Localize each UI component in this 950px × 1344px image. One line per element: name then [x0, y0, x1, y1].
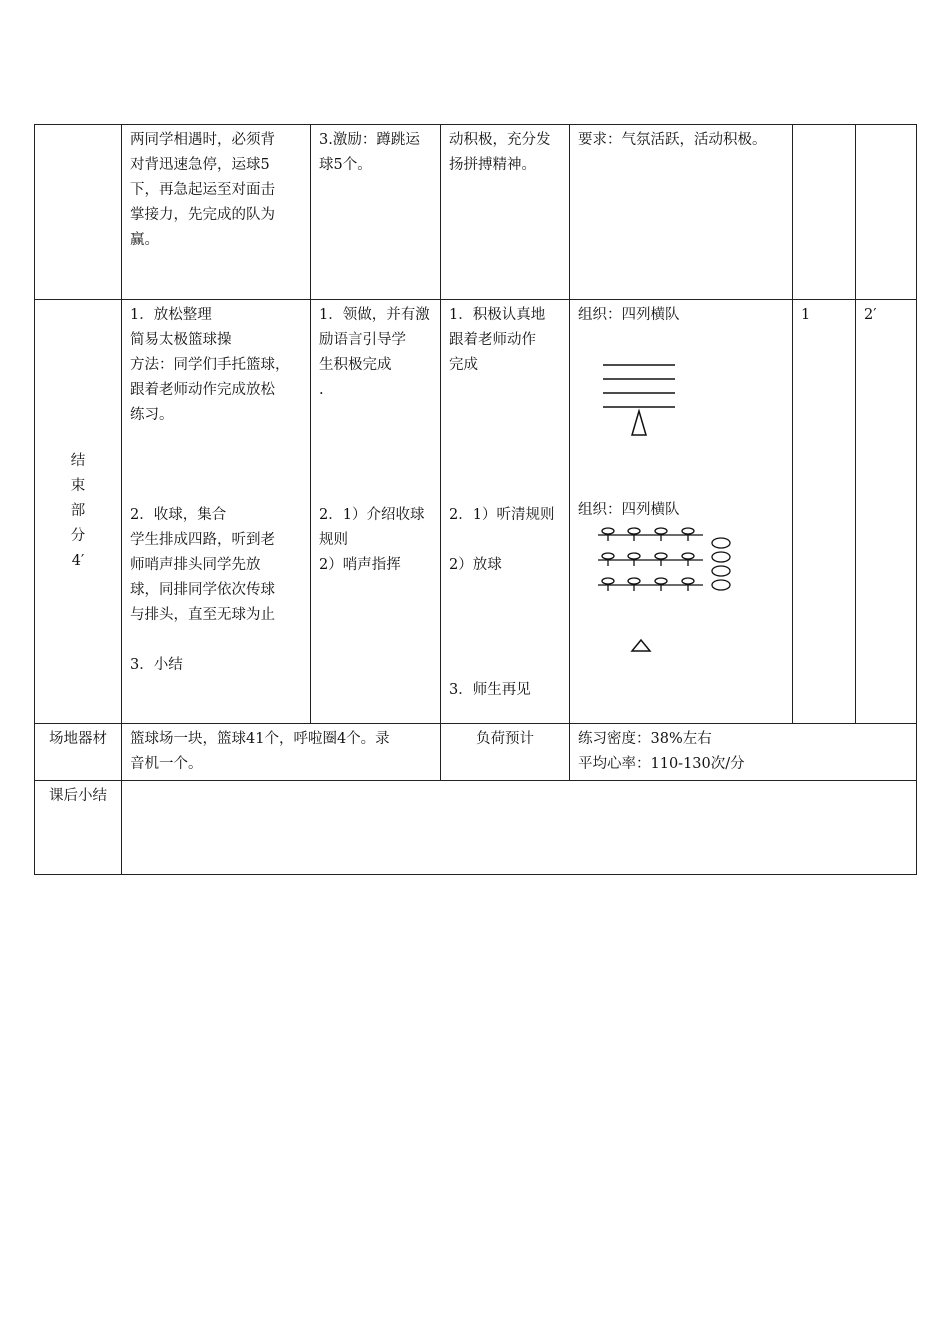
teacher-line: . — [319, 382, 324, 398]
load-line: 练习密度：38%左右 — [578, 731, 712, 747]
student-line: 动积极，充分发 — [449, 132, 551, 148]
summary-value — [122, 781, 917, 875]
content-line: 赢。 — [130, 232, 159, 248]
equipment-label: 场地器材 — [35, 724, 122, 781]
student-line: 1．积极认真地 — [449, 307, 546, 323]
teacher-line: 3.激励：蹲跳运 — [319, 132, 420, 148]
student-cell — [441, 125, 570, 300]
section-label-char: 结 — [70, 453, 86, 469]
content-line: 师哨声排头同学先放 — [130, 557, 261, 573]
duration-cell — [856, 125, 917, 300]
student-line: 2）放球 — [449, 557, 502, 573]
content-line: 练习。 — [130, 407, 174, 423]
equipment-value-cell — [122, 724, 441, 781]
organization-cell — [570, 300, 793, 724]
section-label-char: 部 — [70, 503, 86, 519]
table-row-summary — [35, 781, 917, 875]
duration-value: 2′ — [864, 307, 877, 323]
organization-cell — [570, 125, 793, 300]
lesson-plan-table — [34, 124, 917, 875]
times-cell — [793, 300, 856, 724]
organization-line: 要求：气氛活跃，活动积极。 — [578, 132, 767, 148]
student-row — [598, 528, 703, 541]
teacher-line: 生积极完成 — [319, 357, 392, 373]
student-line: 跟着老师动作 — [449, 332, 536, 348]
teacher-triangle-icon — [632, 640, 650, 651]
section-label-closing — [35, 300, 122, 724]
section-label-empty — [35, 125, 122, 300]
teacher-cell — [311, 125, 441, 300]
content-line: 3．小结 — [130, 657, 183, 673]
content-line: 球，同排同学依次传球 — [130, 582, 275, 598]
hoop-icon — [712, 566, 730, 576]
content-line: 掌接力，先完成的队为 — [130, 207, 275, 223]
teacher-line: 规则 — [319, 532, 348, 548]
hoop-icon — [712, 580, 730, 590]
hoop-icon — [712, 552, 730, 562]
table-row-closing — [35, 300, 917, 724]
hoop-icon — [712, 538, 730, 548]
load-label: 负荷预计 — [441, 724, 570, 781]
content-line: 与排头，直至无球为止 — [130, 607, 275, 623]
organization-label: 组织：四列横队 — [578, 307, 680, 323]
times-value: 1 — [801, 307, 811, 323]
times-cell — [793, 125, 856, 300]
student-row — [598, 578, 703, 591]
teacher-line: 励语言引导学 — [319, 332, 406, 348]
table-row-continued — [35, 125, 917, 300]
teacher-triangle-icon — [632, 411, 646, 435]
student-line: 3．师生再见 — [449, 682, 531, 698]
content-line: 1．放松整理 — [130, 307, 212, 323]
formation-diagram-ball-collection — [578, 523, 778, 673]
teacher-line: 1．领做，并有激 — [319, 307, 430, 323]
content-line: 跟着老师动作完成放松 — [130, 382, 275, 398]
student-line: 扬拼搏精神。 — [449, 157, 536, 173]
student-row — [598, 553, 703, 566]
equipment-line: 音机一个。 — [130, 756, 203, 772]
student-cell — [441, 300, 570, 724]
duration-cell — [856, 300, 917, 724]
formation-diagram-four-rows — [578, 328, 778, 448]
teacher-line: 球5个。 — [319, 157, 372, 173]
content-cell — [122, 300, 311, 724]
content-line: 学生排成四路，听到老 — [130, 532, 275, 548]
content-line: 简易太极篮球操 — [130, 332, 232, 348]
content-cell — [122, 125, 311, 300]
content-line: 两同学相遇时，必须背 — [130, 132, 275, 148]
equipment-line: 篮球场一块，篮球41个，呼啦圈4个。录 — [130, 731, 390, 747]
section-label-time: 4′ — [71, 553, 85, 569]
table-row-equipment — [35, 724, 917, 781]
student-line: 2．1）听清规则 — [449, 507, 555, 523]
load-value-cell — [570, 724, 917, 781]
teacher-cell — [311, 300, 441, 724]
section-label-char: 束 — [70, 478, 86, 494]
content-line: 2．收球，集合 — [130, 507, 227, 523]
content-line: 方法：同学们手托篮球， — [130, 357, 290, 373]
load-line: 平均心率：110-130次/分 — [578, 756, 745, 772]
teacher-line: 2．1）介绍收球 — [319, 507, 425, 523]
organization-label: 组织：四列横队 — [578, 502, 680, 518]
teacher-line: 2）哨声指挥 — [319, 557, 401, 573]
summary-label: 课后小结 — [35, 781, 122, 875]
student-rows — [598, 528, 730, 651]
content-line: 下，再急起运至对面击 — [130, 182, 275, 198]
student-line: 完成 — [449, 357, 478, 373]
section-label-char: 分 — [70, 528, 86, 544]
content-line: 对背迅速急停，运球5 — [130, 157, 270, 173]
